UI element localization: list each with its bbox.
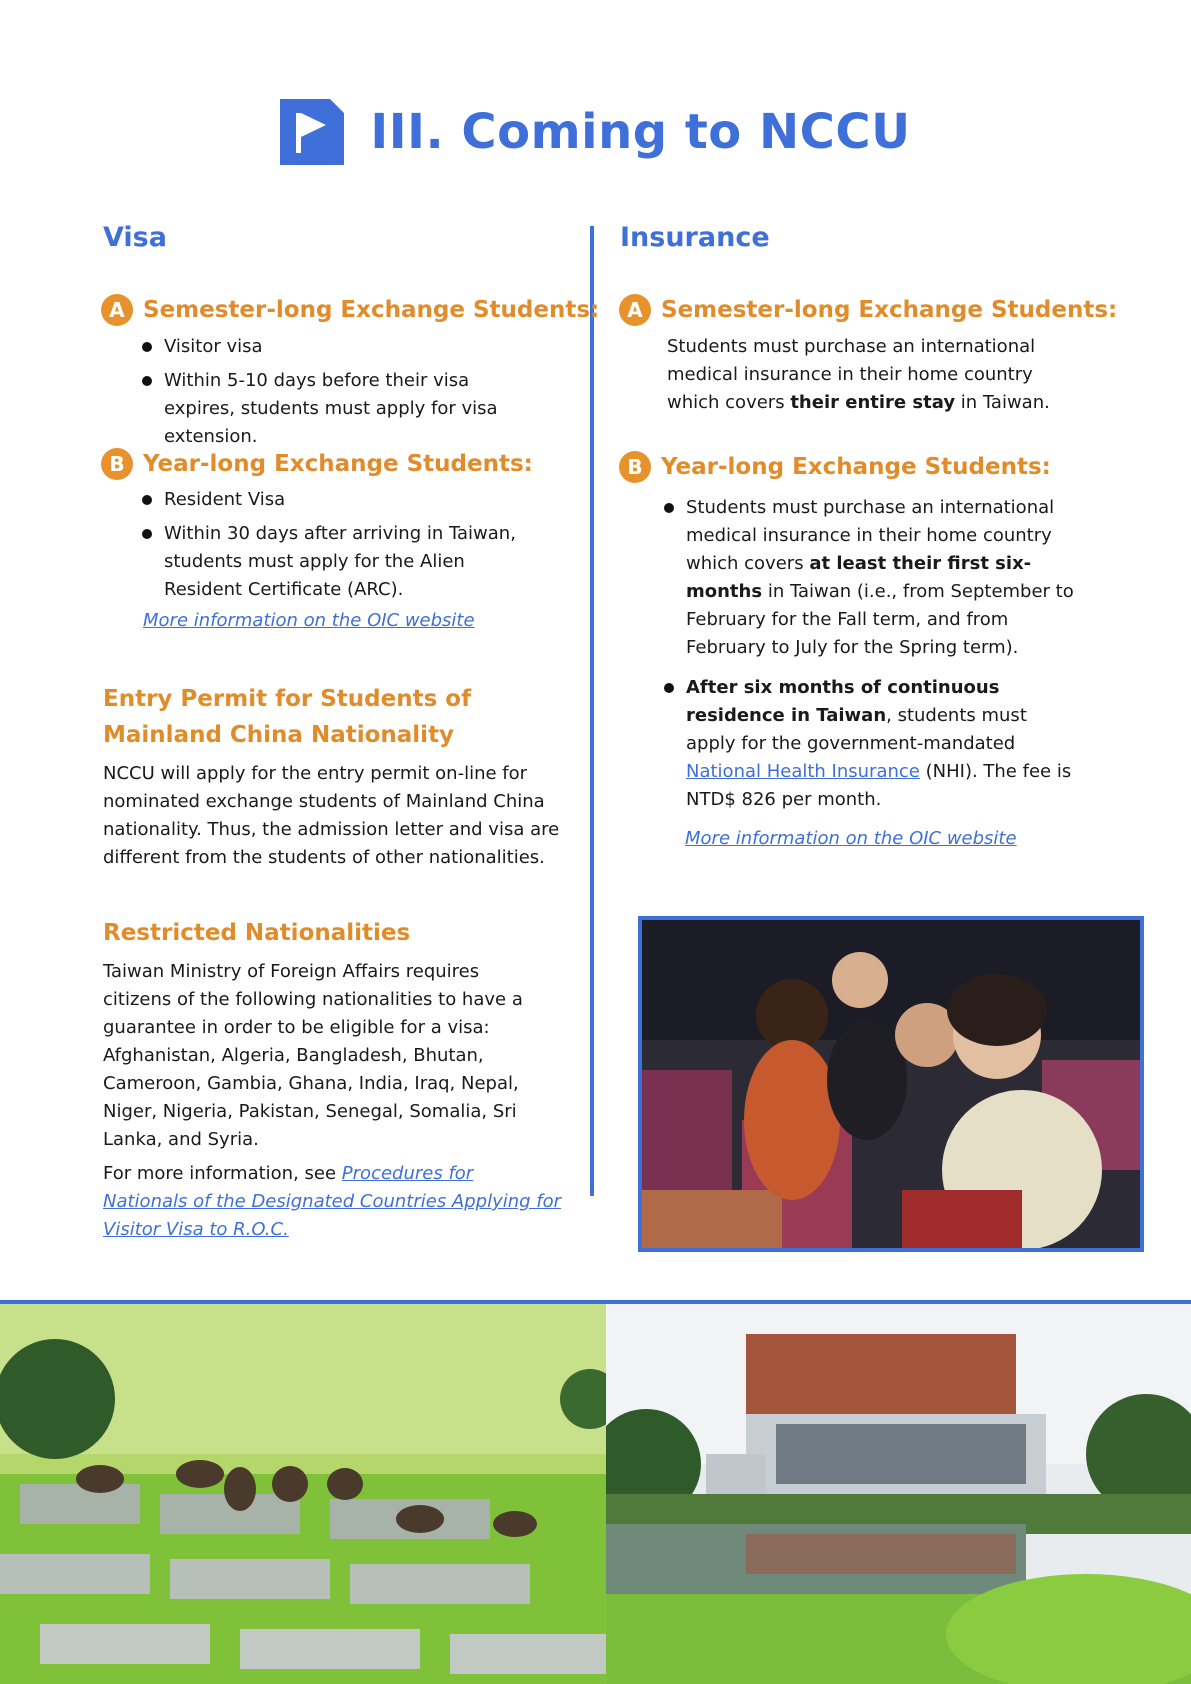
ducks-photo: [0, 1304, 606, 1684]
entry-permit-text: NCCU will apply for the entry permit on-line for nominated exchange students of Mainland China nationality. Thus, the admission letter and visa are different from the students of other nationalities.: [103, 763, 560, 868]
insurance-b-item2-mid: , students must apply for the government-mandated: [686, 705, 1027, 754]
insurance-b-item1-pre: Students must purchase an international medical insurance in their home country which covers: [686, 497, 1055, 574]
list-item: Resident Visa: [140, 486, 540, 514]
entry-permit-heading: Entry Permit for Students of Mainland China Nationality: [103, 686, 472, 748]
restricted-text: [103, 958, 548, 1154]
insurance-b-list: [662, 494, 1082, 820]
insurance-b-item1-post: in Taiwan (i.e., from September to February for the Fall term, and from February to July for the Spring term).: [686, 581, 1074, 658]
visa-b-list: [140, 486, 540, 610]
visa-a-heading: [101, 294, 599, 326]
insurance-b-item1-bold: at least their first six-months: [686, 553, 1032, 602]
insurance-oic-link[interactable]: More information on the OIC website: [685, 828, 1017, 849]
visa-oic-link[interactable]: More information on the OIC website: [143, 610, 475, 631]
list-item: [662, 674, 1082, 814]
list-item: [662, 494, 1082, 662]
list-item: Within 5-10 days before their visa expires, students must apply for visa extension.: [140, 367, 540, 451]
restricted-countries: Afghanistan, Algeria, Bangladesh, Bhutan, Cameroon, Gambia, Ghana, India, Iraq, Nepal, Niger, Nigeria, Pakistan, Senegal, Somalia, Sri Lanka, and Syria.: [103, 1045, 519, 1150]
students-photo-illustration: [642, 920, 1140, 1248]
restricted-more: [103, 1160, 563, 1244]
insurance-b-item2-bold: After six months of continuous residence in Taiwan: [686, 677, 1000, 726]
list-item: Within 30 days after arriving in Taiwan, students must apply for the Alien Resident Certificate (ARC).: [140, 520, 540, 604]
visa-b-heading: [101, 448, 533, 480]
insurance-a-text-post: in Taiwan.: [960, 392, 1050, 413]
procedures-link[interactable]: Procedures for Nationals of the Designated Countries Applying for Visitor Visa to R.O.C.: [103, 1163, 562, 1240]
flag-icon: [280, 99, 344, 165]
nhi-link[interactable]: National Health Insurance: [686, 761, 920, 782]
badge-a: A: [619, 294, 651, 326]
visa-a-list: [140, 333, 540, 457]
insurance-a-text: [667, 333, 1087, 417]
students-photo: [638, 916, 1144, 1252]
insurance-a-title: Semester-long Exchange Students:: [661, 297, 1118, 323]
restricted-heading: Restricted Nationalities: [103, 920, 411, 946]
page-title: III. Coming to NCCU: [370, 104, 911, 160]
badge-a: A: [101, 294, 133, 326]
restricted-intro: Taiwan Ministry of Foreign Affairs requires citizens of the following nationalities to have a guarantee in order to be eligible for a visa:: [103, 961, 523, 1038]
insurance-b-title: Year-long Exchange Students:: [661, 454, 1051, 480]
list-item: Visitor visa: [140, 333, 540, 361]
visa-b-title: Year-long Exchange Students:: [143, 451, 533, 477]
insurance-heading: Insurance: [620, 222, 770, 253]
insurance-b-item2-post: (NHI). The fee is NTD$ 826 per month.: [686, 761, 1072, 810]
badge-b: B: [619, 451, 651, 483]
building-photo: [606, 1304, 1191, 1684]
insurance-b-heading: [619, 451, 1051, 483]
restricted-more-prefix: For more information, see: [103, 1163, 337, 1184]
visa-heading: Visa: [103, 222, 167, 253]
insurance-a-text-bold: their entire stay: [790, 392, 956, 413]
insurance-a-heading: [619, 294, 1117, 326]
ducks-photo-illustration: [0, 1304, 606, 1684]
insurance-a-text-pre: Students must purchase an international medical insurance in their home country which covers: [667, 336, 1036, 413]
badge-b: B: [101, 448, 133, 480]
visa-a-title: Semester-long Exchange Students:: [143, 297, 600, 323]
column-divider: [590, 226, 594, 1196]
title-block: [0, 96, 1191, 168]
building-photo-illustration: [606, 1304, 1191, 1684]
